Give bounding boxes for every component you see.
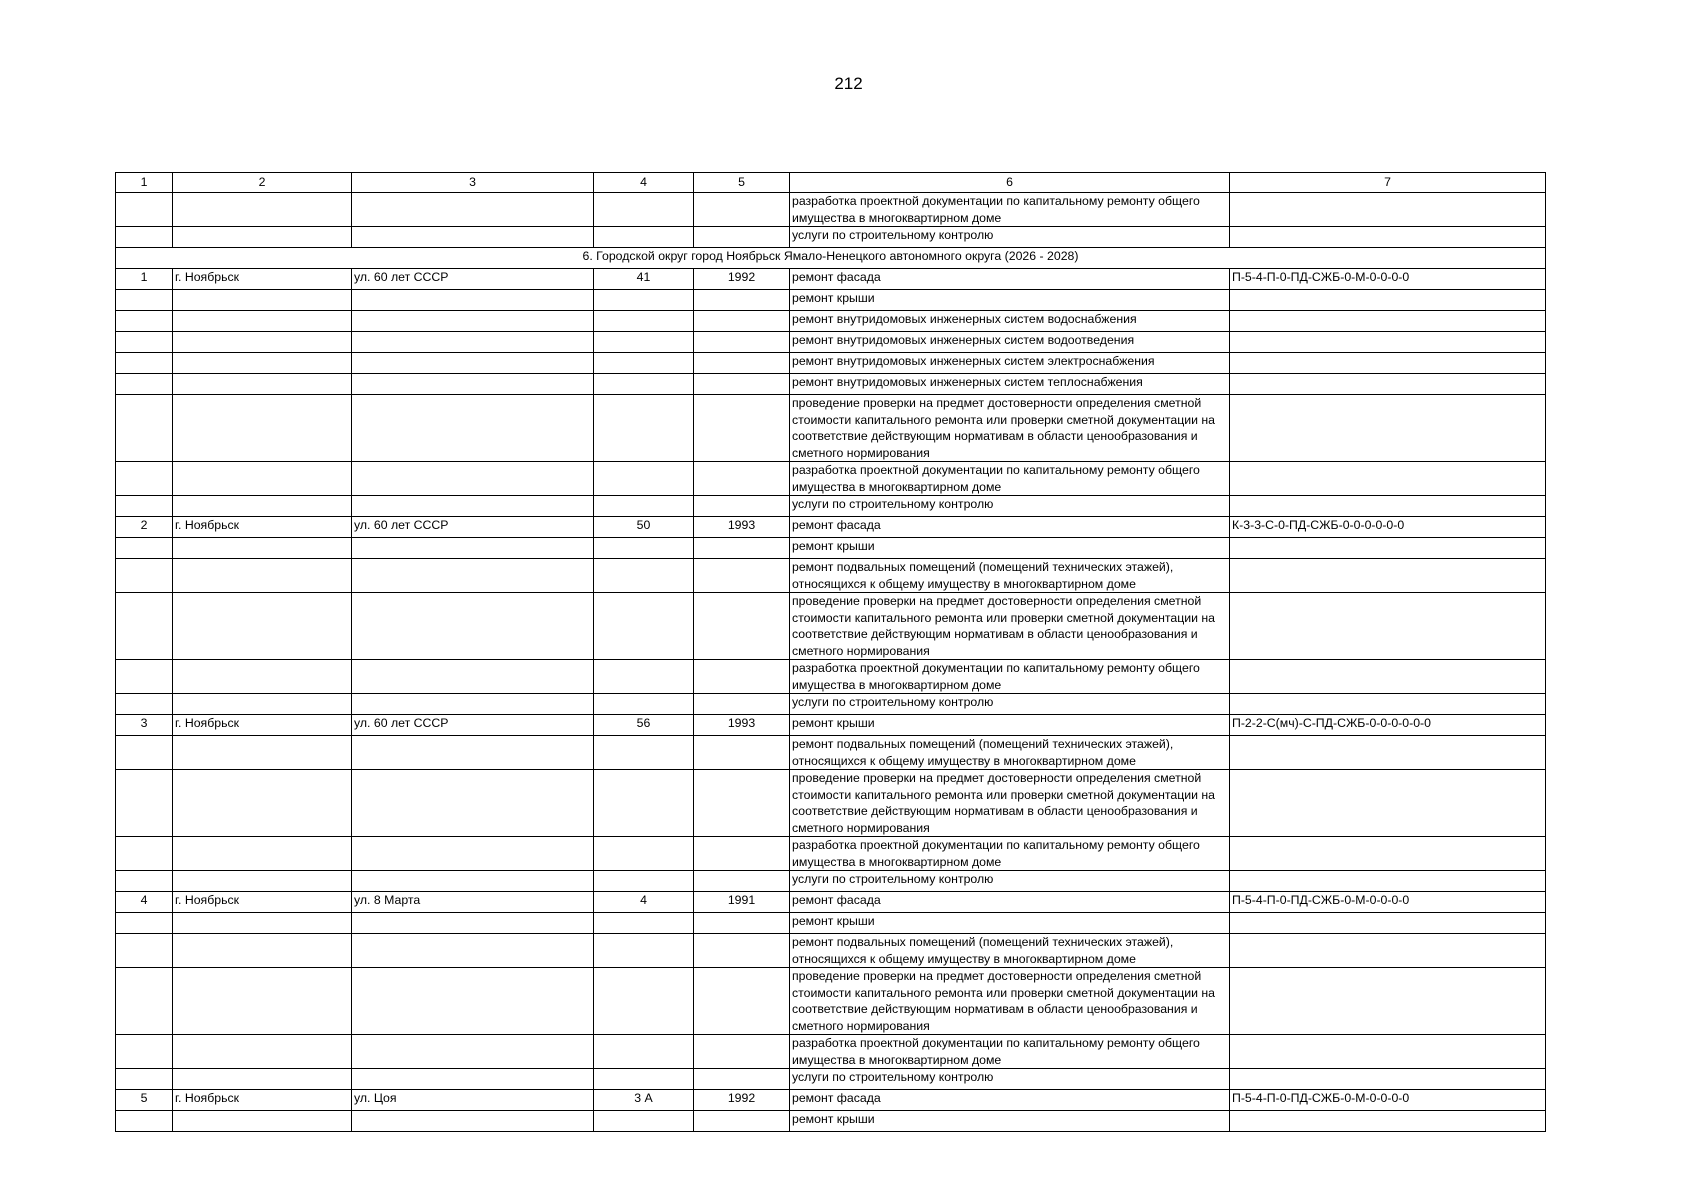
work-type-cell: ремонт фасада	[790, 269, 1230, 290]
house-number-cell	[594, 934, 694, 968]
house-number-cell	[594, 290, 694, 311]
work-type-cell: ремонт внутридомовых инженерных систем электроснабжения	[790, 353, 1230, 374]
building-code-cell: П-5-4-П-0-ПД-СЖБ-0-М-0-0-0-0	[1230, 1090, 1546, 1111]
work-type-cell: ремонт крыши	[790, 715, 1230, 736]
building-code-cell	[1230, 837, 1546, 871]
year-built-cell	[694, 193, 790, 227]
building-code-cell	[1230, 290, 1546, 311]
year-built-cell	[694, 290, 790, 311]
house-number-cell	[594, 193, 694, 227]
street-cell	[352, 660, 594, 694]
year-built-cell	[694, 462, 790, 496]
table-row	[116, 770, 1546, 837]
house-number-cell	[594, 374, 694, 395]
year-built-cell	[694, 1069, 790, 1090]
city-cell	[173, 496, 352, 517]
table-row	[116, 374, 1546, 395]
year-built-cell	[694, 968, 790, 1035]
table-row	[116, 311, 1546, 332]
year-built-cell	[694, 1035, 790, 1069]
house-number-cell	[594, 593, 694, 660]
row-number-cell	[116, 968, 173, 1035]
year-built-cell: 1992	[694, 269, 790, 290]
table-row	[116, 715, 1546, 736]
street-cell	[352, 871, 594, 892]
row-number-cell	[116, 332, 173, 353]
city-cell	[173, 736, 352, 770]
header-cell-4: 4	[594, 173, 694, 193]
table-row	[116, 395, 1546, 462]
row-number-cell: 1	[116, 269, 173, 290]
year-built-cell	[694, 593, 790, 660]
street-cell	[352, 593, 594, 660]
work-type-cell: ремонт крыши	[790, 290, 1230, 311]
row-number-cell	[116, 193, 173, 227]
work-type-cell: ремонт внутридомовых инженерных систем водоснабжения	[790, 311, 1230, 332]
row-number-cell	[116, 694, 173, 715]
house-number-cell	[594, 496, 694, 517]
header-row	[116, 173, 1546, 193]
street-cell	[352, 913, 594, 934]
year-built-cell	[694, 1111, 790, 1132]
table-row	[116, 736, 1546, 770]
table-row	[116, 660, 1546, 694]
street-cell	[352, 462, 594, 496]
house-number-cell	[594, 1111, 694, 1132]
city-cell	[173, 332, 352, 353]
row-number-cell	[116, 770, 173, 837]
street-cell: ул. 8 Марта	[352, 892, 594, 913]
building-code-cell	[1230, 736, 1546, 770]
section-title: 6. Городской округ город Ноябрьск Ямало-Ненецкого автономного округа (2026 - 2028)	[116, 248, 1546, 269]
work-type-cell: разработка проектной документации по капитальному ремонту общего имущества в многоквартирном доме	[790, 837, 1230, 871]
table-row	[116, 496, 1546, 517]
building-code-cell	[1230, 913, 1546, 934]
row-number-cell: 4	[116, 892, 173, 913]
row-number-cell	[116, 913, 173, 934]
building-code-cell	[1230, 660, 1546, 694]
building-code-cell	[1230, 193, 1546, 227]
work-type-cell: проведение проверки на предмет достоверности определения сметной стоимости капитального ремонта или проверки сметной документации на соответствие действующим нормативам в области ценообразования и сметного нормирования	[790, 770, 1230, 837]
house-number-cell	[594, 559, 694, 593]
row-number-cell	[116, 227, 173, 248]
city-cell	[173, 871, 352, 892]
city-cell	[173, 462, 352, 496]
work-type-cell: ремонт крыши	[790, 538, 1230, 559]
street-cell	[352, 1111, 594, 1132]
city-cell	[173, 227, 352, 248]
year-built-cell: 1991	[694, 892, 790, 913]
capital-repair-table	[115, 172, 1546, 1132]
building-code-cell	[1230, 934, 1546, 968]
row-number-cell	[116, 462, 173, 496]
table-row	[116, 462, 1546, 496]
table-row	[116, 694, 1546, 715]
city-cell	[173, 770, 352, 837]
year-built-cell	[694, 837, 790, 871]
work-type-cell: ремонт подвальных помещений (помещений технических этажей), относящихся к общему имуществу в многоквартирном доме	[790, 559, 1230, 593]
city-cell	[173, 694, 352, 715]
street-cell: ул. Цоя	[352, 1090, 594, 1111]
street-cell	[352, 1069, 594, 1090]
building-code-cell	[1230, 395, 1546, 462]
work-type-cell: ремонт внутридомовых инженерных систем водоотведения	[790, 332, 1230, 353]
house-number-cell	[594, 1035, 694, 1069]
table-row	[116, 193, 1546, 227]
house-number-cell	[594, 395, 694, 462]
city-cell	[173, 1035, 352, 1069]
year-built-cell	[694, 736, 790, 770]
row-number-cell: 3	[116, 715, 173, 736]
house-number-cell: 3 А	[594, 1090, 694, 1111]
house-number-cell	[594, 913, 694, 934]
year-built-cell: 1993	[694, 517, 790, 538]
building-code-cell	[1230, 462, 1546, 496]
street-cell	[352, 193, 594, 227]
building-code-cell: К-3-3-С-0-ПД-СЖБ-0-0-0-0-0-0	[1230, 517, 1546, 538]
table-row	[116, 1111, 1546, 1132]
city-cell	[173, 968, 352, 1035]
header-cell-3: 3	[352, 173, 594, 193]
street-cell	[352, 837, 594, 871]
building-code-cell	[1230, 770, 1546, 837]
city-cell	[173, 193, 352, 227]
house-number-cell	[594, 353, 694, 374]
city-cell	[173, 395, 352, 462]
table-row	[116, 517, 1546, 538]
table-row	[116, 1090, 1546, 1111]
year-built-cell	[694, 871, 790, 892]
year-built-cell: 1992	[694, 1090, 790, 1111]
street-cell	[352, 311, 594, 332]
year-built-cell	[694, 934, 790, 968]
row-number-cell	[116, 290, 173, 311]
table-row	[116, 1035, 1546, 1069]
header-cell-5: 5	[694, 173, 790, 193]
street-cell	[352, 934, 594, 968]
street-cell	[352, 353, 594, 374]
house-number-cell	[594, 660, 694, 694]
year-built-cell	[694, 538, 790, 559]
city-cell	[173, 934, 352, 968]
work-type-cell: услуги по строительному контролю	[790, 227, 1230, 248]
row-number-cell	[116, 593, 173, 660]
building-code-cell	[1230, 694, 1546, 715]
header-cell-6: 6	[790, 173, 1230, 193]
street-cell	[352, 694, 594, 715]
house-number-cell	[594, 311, 694, 332]
table-row	[116, 934, 1546, 968]
work-type-cell: услуги по строительному контролю	[790, 871, 1230, 892]
house-number-cell: 50	[594, 517, 694, 538]
city-cell	[173, 1111, 352, 1132]
street-cell	[352, 770, 594, 837]
street-cell	[352, 332, 594, 353]
city-cell	[173, 290, 352, 311]
table-row	[116, 559, 1546, 593]
house-number-cell: 56	[594, 715, 694, 736]
house-number-cell	[594, 694, 694, 715]
year-built-cell	[694, 559, 790, 593]
street-cell	[352, 968, 594, 1035]
table-row	[116, 593, 1546, 660]
page-number: 212	[834, 74, 863, 93]
work-type-cell: ремонт фасада	[790, 517, 1230, 538]
building-code-cell	[1230, 593, 1546, 660]
building-code-cell: П-2-2-С(мч)-С-ПД-СЖБ-0-0-0-0-0-0	[1230, 715, 1546, 736]
work-type-cell: услуги по строительному контролю	[790, 496, 1230, 517]
city-cell	[173, 913, 352, 934]
street-cell	[352, 395, 594, 462]
building-code-cell	[1230, 559, 1546, 593]
house-number-cell	[594, 1069, 694, 1090]
table-row	[116, 227, 1546, 248]
row-number-cell	[116, 1069, 173, 1090]
table-row	[116, 837, 1546, 871]
house-number-cell: 4	[594, 892, 694, 913]
building-code-cell	[1230, 1069, 1546, 1090]
house-number-cell	[594, 770, 694, 837]
year-built-cell	[694, 374, 790, 395]
row-number-cell	[116, 871, 173, 892]
city-cell	[173, 559, 352, 593]
street-cell: ул. 60 лет СССР	[352, 715, 594, 736]
building-code-cell	[1230, 871, 1546, 892]
street-cell	[352, 374, 594, 395]
city-cell	[173, 1069, 352, 1090]
header-cell-7: 7	[1230, 173, 1546, 193]
street-cell	[352, 227, 594, 248]
building-code-cell	[1230, 353, 1546, 374]
row-number-cell	[116, 374, 173, 395]
work-type-cell: ремонт фасада	[790, 892, 1230, 913]
city-cell	[173, 353, 352, 374]
building-code-cell	[1230, 538, 1546, 559]
street-cell	[352, 559, 594, 593]
house-number-cell: 41	[594, 269, 694, 290]
work-type-cell: ремонт подвальных помещений (помещений технических этажей), относящихся к общему имуществу в многоквартирном доме	[790, 736, 1230, 770]
work-type-cell: проведение проверки на предмет достоверности определения сметной стоимости капитального ремонта или проверки сметной документации на соответствие действующим нормативам в области ценообразования и сметного нормирования	[790, 395, 1230, 462]
table-row	[116, 269, 1546, 290]
city-cell	[173, 538, 352, 559]
row-number-cell: 2	[116, 517, 173, 538]
year-built-cell: 1993	[694, 715, 790, 736]
work-type-cell: проведение проверки на предмет достоверности определения сметной стоимости капитального ремонта или проверки сметной документации на соответствие действующим нормативам в области ценообразования и сметного нормирования	[790, 593, 1230, 660]
building-code-cell: П-5-4-П-0-ПД-СЖБ-0-М-0-0-0-0	[1230, 892, 1546, 913]
house-number-cell	[594, 968, 694, 1035]
year-built-cell	[694, 694, 790, 715]
table-row	[116, 1069, 1546, 1090]
building-code-cell	[1230, 311, 1546, 332]
table-row	[116, 332, 1546, 353]
row-number-cell	[116, 353, 173, 374]
house-number-cell	[594, 837, 694, 871]
year-built-cell	[694, 227, 790, 248]
street-cell	[352, 496, 594, 517]
city-cell: г. Ноябрьск	[173, 892, 352, 913]
building-code-cell	[1230, 1035, 1546, 1069]
header-cell-1: 1	[116, 173, 173, 193]
street-cell	[352, 290, 594, 311]
city-cell	[173, 593, 352, 660]
street-cell	[352, 538, 594, 559]
year-built-cell	[694, 770, 790, 837]
city-cell	[173, 837, 352, 871]
year-built-cell	[694, 496, 790, 517]
work-type-cell: ремонт внутридомовых инженерных систем теплоснабжения	[790, 374, 1230, 395]
row-number-cell	[116, 538, 173, 559]
building-code-cell	[1230, 227, 1546, 248]
table-row	[116, 871, 1546, 892]
row-number-cell	[116, 1035, 173, 1069]
work-type-cell: ремонт крыши	[790, 913, 1230, 934]
street-cell	[352, 1035, 594, 1069]
building-code-cell	[1230, 1111, 1546, 1132]
house-number-cell	[594, 462, 694, 496]
house-number-cell	[594, 227, 694, 248]
work-type-cell: разработка проектной документации по капитальному ремонту общего имущества в многоквартирном доме	[790, 193, 1230, 227]
header-cell-2: 2	[173, 173, 352, 193]
row-number-cell	[116, 736, 173, 770]
street-cell: ул. 60 лет СССР	[352, 517, 594, 538]
city-cell	[173, 374, 352, 395]
city-cell: г. Ноябрьск	[173, 1090, 352, 1111]
row-number-cell	[116, 660, 173, 694]
work-type-cell: услуги по строительному контролю	[790, 1069, 1230, 1090]
house-number-cell	[594, 736, 694, 770]
work-type-cell: проведение проверки на предмет достоверности определения сметной стоимости капитального ремонта или проверки сметной документации на соответствие действующим нормативам в области ценообразования и сметного нормирования	[790, 968, 1230, 1035]
row-number-cell	[116, 934, 173, 968]
row-number-cell	[116, 559, 173, 593]
street-cell	[352, 736, 594, 770]
row-number-cell	[116, 496, 173, 517]
city-cell: г. Ноябрьск	[173, 269, 352, 290]
work-type-cell: разработка проектной документации по капитальному ремонту общего имущества в многоквартирном доме	[790, 1035, 1230, 1069]
street-cell: ул. 60 лет СССР	[352, 269, 594, 290]
building-code-cell	[1230, 374, 1546, 395]
table-row	[116, 968, 1546, 1035]
table-row	[116, 353, 1546, 374]
building-code-cell	[1230, 496, 1546, 517]
table-row	[116, 538, 1546, 559]
table-row	[116, 892, 1546, 913]
row-number-cell	[116, 395, 173, 462]
work-type-cell: услуги по строительному контролю	[790, 694, 1230, 715]
row-number-cell: 5	[116, 1090, 173, 1111]
work-type-cell: ремонт подвальных помещений (помещений технических этажей), относящихся к общему имуществу в многоквартирном доме	[790, 934, 1230, 968]
table-header	[116, 173, 1546, 193]
work-type-cell: ремонт фасада	[790, 1090, 1230, 1111]
work-type-cell: разработка проектной документации по капитальному ремонту общего имущества в многоквартирном доме	[790, 660, 1230, 694]
year-built-cell	[694, 332, 790, 353]
table-body	[116, 193, 1546, 1132]
row-number-cell	[116, 837, 173, 871]
work-type-cell: ремонт крыши	[790, 1111, 1230, 1132]
year-built-cell	[694, 913, 790, 934]
building-code-cell: П-5-4-П-0-ПД-СЖБ-0-М-0-0-0-0	[1230, 269, 1546, 290]
building-code-cell	[1230, 968, 1546, 1035]
house-number-cell	[594, 332, 694, 353]
year-built-cell	[694, 395, 790, 462]
building-code-cell	[1230, 332, 1546, 353]
city-cell: г. Ноябрьск	[173, 517, 352, 538]
row-number-cell	[116, 311, 173, 332]
year-built-cell	[694, 311, 790, 332]
city-cell: г. Ноябрьск	[173, 715, 352, 736]
house-number-cell	[594, 871, 694, 892]
table-row	[116, 913, 1546, 934]
city-cell	[173, 311, 352, 332]
house-number-cell	[594, 538, 694, 559]
section-row	[116, 248, 1546, 269]
row-number-cell	[116, 1111, 173, 1132]
year-built-cell	[694, 353, 790, 374]
table-row	[116, 290, 1546, 311]
year-built-cell	[694, 660, 790, 694]
work-type-cell: разработка проектной документации по капитальному ремонту общего имущества в многоквартирном доме	[790, 462, 1230, 496]
city-cell	[173, 660, 352, 694]
